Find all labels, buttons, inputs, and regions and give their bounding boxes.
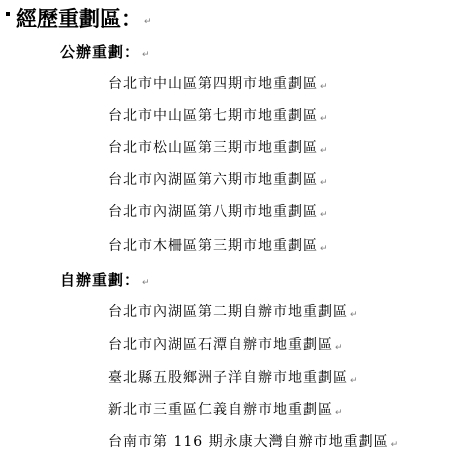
list-item: [108, 236, 329, 256]
paragraph-mark-icon: ↵: [320, 145, 329, 156]
paragraph-mark-icon: ↵: [144, 16, 152, 27]
list-item: [108, 202, 329, 222]
list-item: [108, 432, 399, 452]
paragraph-mark-icon: ↵: [390, 439, 400, 450]
list-item: [108, 74, 329, 94]
paragraph-mark-icon: ↵: [350, 309, 359, 320]
section-title-public: [60, 42, 151, 62]
list-item-text: 台北市內湖區第二期自辦市地重劃區: [108, 304, 348, 320]
list-item: [108, 106, 329, 126]
list-item: [108, 138, 329, 158]
paragraph-mark-icon: ↵: [335, 407, 344, 418]
paragraph-mark-icon: ↵: [320, 177, 329, 188]
paragraph-mark-icon: ↵: [320, 81, 329, 92]
paragraph-mark-icon: ↵: [320, 209, 329, 220]
list-item-text: 新北市三重區仁義自辦市地重劃區: [108, 402, 333, 418]
paragraph-mark-icon: ↵: [142, 49, 151, 60]
bullet-icon: [6, 12, 10, 16]
list-item-text: 台北市松山區第三期市地重劃區: [108, 140, 318, 156]
main-heading-text: 經歷重劃區：: [16, 6, 142, 31]
list-item: [108, 400, 344, 420]
list-item: [108, 302, 359, 322]
main-heading: [6, 6, 152, 32]
list-item-text: 台北市內湖區第六期市地重劃區: [108, 172, 318, 188]
list-item-text: 台北市內湖區第八期市地重劃區: [108, 204, 318, 220]
list-item-text: 臺北縣五股鄉洲子洋自辦市地重劃區: [108, 370, 348, 386]
list-item-text: 台北市木柵區第三期市地重劃區: [108, 238, 318, 254]
paragraph-mark-icon: ↵: [350, 375, 359, 386]
list-item: [108, 170, 329, 190]
list-item-text: 台北市中山區第七期市地重劃區: [108, 108, 318, 124]
paragraph-mark-icon: ↵: [320, 113, 329, 124]
list-item-text: 台北市內湖區石潭自辦市地重劃區: [108, 337, 333, 353]
section-title-text: 自辦重劃：: [60, 271, 141, 289]
paragraph-mark-icon: ↵: [142, 277, 151, 288]
list-item: [108, 368, 359, 388]
list-item: [108, 335, 344, 355]
list-item-text: 台北市中山區第四期市地重劃區: [108, 76, 318, 92]
list-item-text: 台南市第 116 期永康大灣自辦市地重劃區: [108, 434, 389, 450]
section-title-private: [60, 270, 151, 290]
section-title-text: 公辦重劃：: [60, 43, 141, 61]
paragraph-mark-icon: ↵: [320, 243, 329, 254]
paragraph-mark-icon: ↵: [335, 342, 344, 353]
